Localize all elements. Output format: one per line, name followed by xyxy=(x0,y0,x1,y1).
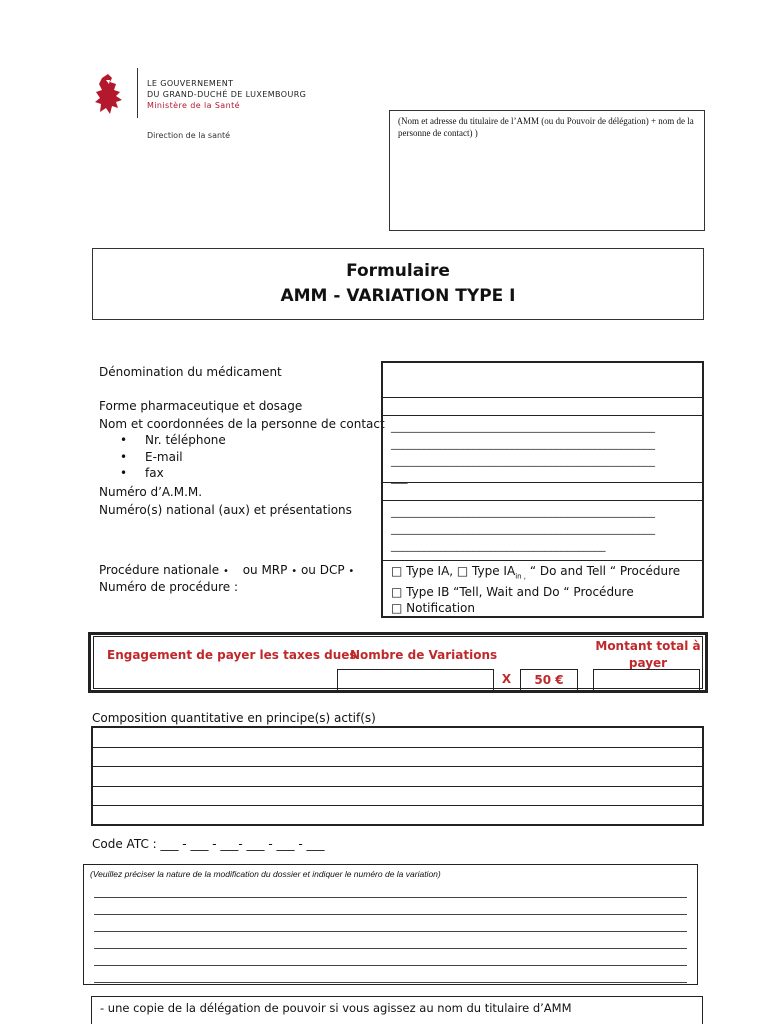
label-procedure xyxy=(99,562,354,580)
payment-montant-label-line2: payer xyxy=(628,656,668,670)
contact-field[interactable] xyxy=(381,415,704,482)
checkbox-notification[interactable]: □ Notification xyxy=(391,601,476,616)
direction-name: Direction de la santé xyxy=(147,131,231,140)
government-name-line2: DU GRAND-DUCHÉ DE LUXEMBOURG xyxy=(147,90,307,99)
label-denomination: Dénomination du médicament xyxy=(99,365,282,379)
table-row[interactable] xyxy=(93,787,702,807)
government-name-line1: LE GOUVERNEMENT xyxy=(147,79,234,88)
numero-national-field[interactable] xyxy=(381,500,704,560)
bullet-icon: • xyxy=(120,450,128,464)
nombre-variations-input[interactable] xyxy=(337,669,494,691)
bullet-icon: • xyxy=(120,433,128,447)
attachment-line: - une copie de la délégation de pouvoir si vous agissez au nom du titulaire d’AMM xyxy=(100,1001,572,1015)
label-procedure-nationale: Procédure nationale xyxy=(99,563,220,577)
bullet-icon: • xyxy=(291,566,298,577)
variation-nature-box[interactable] xyxy=(83,864,698,985)
nature-line xyxy=(94,949,687,966)
table-row[interactable] xyxy=(93,728,702,748)
payment-nombre-label: Nombre de Variations xyxy=(350,648,498,662)
bullet-icon: • xyxy=(222,566,229,577)
montant-total-input[interactable] xyxy=(593,669,700,691)
label-telephone: Nr. téléphone xyxy=(145,433,226,447)
blank-line: _______________________________________ xyxy=(391,539,606,552)
composition-table xyxy=(91,726,704,826)
table-row[interactable] xyxy=(93,806,702,826)
numero-amm-field[interactable] xyxy=(381,482,704,500)
nature-line xyxy=(94,898,687,915)
label-email: E-mail xyxy=(145,450,183,464)
ministry-name: Ministère de la Santé xyxy=(147,101,240,110)
fee-amount: 50 € xyxy=(520,669,578,691)
label-contact: Nom et coordonnées de la personne de contact xyxy=(99,417,385,431)
payment-montant-label-line1: Montant total à xyxy=(595,639,701,653)
luxembourg-lion-logo-icon xyxy=(92,72,126,118)
nature-line xyxy=(94,915,687,932)
form-title-line2: AMM - VARIATION TYPE I xyxy=(280,286,516,306)
checkbox-type-ia[interactable]: □ Type IA, □ Type $IA_{in ,}$ “ Do and Tell “ Procédure xyxy=(391,564,681,581)
variation-nature-hint: (Veuillez préciser la nature de la modification du dossier et indiquer le numéro de la variation) xyxy=(90,869,441,879)
attachments-box xyxy=(91,996,703,1024)
nature-line xyxy=(94,881,687,898)
table-row[interactable] xyxy=(93,767,702,787)
table-row[interactable] xyxy=(93,748,702,768)
blank-line: ________________________________________________ xyxy=(391,454,655,467)
blank-line: ________________________________________________ xyxy=(391,420,655,433)
label-forme: Forme pharmaceutique et dosage xyxy=(99,399,303,413)
checkbox-type-ib[interactable]: □ Type IB “Tell, Wait and Do “ Procédure xyxy=(391,585,634,600)
form-title-line1: Formulaire xyxy=(346,261,450,281)
bullet-icon: • xyxy=(120,466,128,480)
blank-line: ___ xyxy=(391,471,408,484)
procedure-options-field xyxy=(381,560,704,618)
payment-engagement-label: Engagement de payer les taxes dues xyxy=(107,648,357,662)
form-title-box xyxy=(92,248,704,320)
label-fax: fax xyxy=(145,466,164,480)
multiply-sign: X xyxy=(501,672,512,686)
label-procedure-mrp: ou MRP xyxy=(242,563,288,577)
nature-line xyxy=(94,966,687,983)
address-box[interactable] xyxy=(389,110,705,231)
logo-separator xyxy=(137,68,138,118)
label-composition: Composition quantitative en principe(s) actif(s) xyxy=(92,711,376,725)
label-procedure-dcp: ou DCP xyxy=(300,563,345,577)
nature-line xyxy=(94,932,687,949)
blank-line: ________________________________________________ xyxy=(391,522,655,535)
label-atc-code: Code ATC : ___ - ___ - ___- ___ - ___ - ___ xyxy=(92,837,325,851)
denomination-field[interactable] xyxy=(381,361,704,397)
forme-field[interactable] xyxy=(381,397,704,415)
blank-line: ________________________________________________ xyxy=(391,505,655,518)
label-numero-procedure: Numéro de procédure : xyxy=(99,580,239,594)
blank-line: ________________________________________________ xyxy=(391,437,655,450)
label-numero-amm: Numéro d’A.M.M. xyxy=(99,485,203,499)
bullet-icon: • xyxy=(348,566,355,577)
address-box-hint: (Nom et adresse du titulaire de l’AMM (ou du Pouvoir de délégation) + nom de la personne de contact) ) xyxy=(398,116,694,138)
label-numero-national: Numéro(s) national (aux) et présentations xyxy=(99,503,352,517)
